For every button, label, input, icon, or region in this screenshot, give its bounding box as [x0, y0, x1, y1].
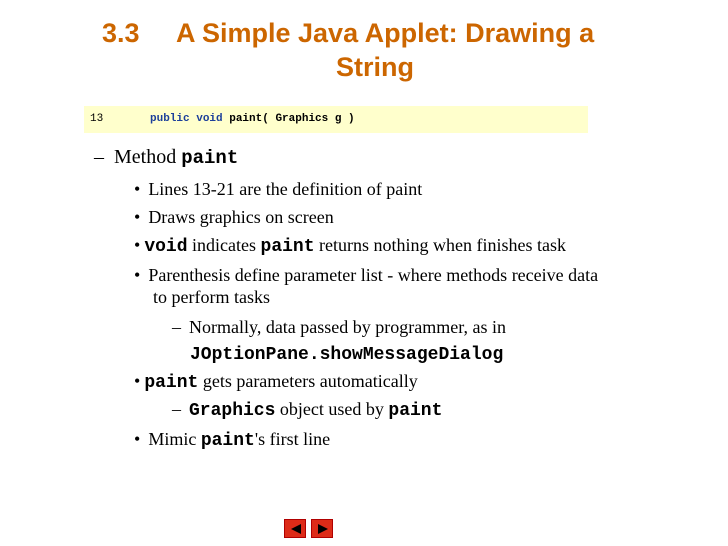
- bullet-parenthesis: • Parenthesis define parameter list - where methods receive data: [134, 265, 599, 285]
- code-line: public void paint( Graphics g ): [150, 113, 355, 125]
- code-line-number: 13: [90, 113, 104, 125]
- title-number: 3.3: [102, 18, 140, 48]
- title-line-2: String: [336, 52, 414, 82]
- bullet-mimic-paint: • Mimic paint's first line: [134, 429, 331, 451]
- title-line-1: A Simple Java Applet: Drawing a: [176, 18, 595, 48]
- next-slide-button[interactable]: [311, 519, 333, 538]
- triangle-right-icon: [317, 523, 329, 535]
- code-snippet: [84, 106, 588, 133]
- bullet-parenthesis-cont: to perform tasks: [153, 287, 270, 307]
- prev-slide-button[interactable]: [284, 519, 306, 538]
- bullet-paint-gets-params: • paint gets parameters automatically: [134, 371, 418, 393]
- sub-bullet-normally: – Normally, data passed by programmer, as in: [172, 317, 507, 337]
- triangle-left-icon: [290, 523, 302, 535]
- bullet-draws-graphics: • Draws graphics on screen: [134, 207, 334, 227]
- sub-bullet-graphics-object: – Graphics object used by paint: [172, 399, 443, 421]
- sub-bullet-joptionpane: JOptionPane.showMessageDialog: [190, 345, 504, 365]
- bullet-method-paint: – Method paint: [94, 146, 239, 169]
- bullet-lines-definition: • Lines 13-21 are the definition of paint: [134, 179, 423, 199]
- bullet-void-indicates: • void indicates paint returns nothing when finishes task: [134, 235, 566, 257]
